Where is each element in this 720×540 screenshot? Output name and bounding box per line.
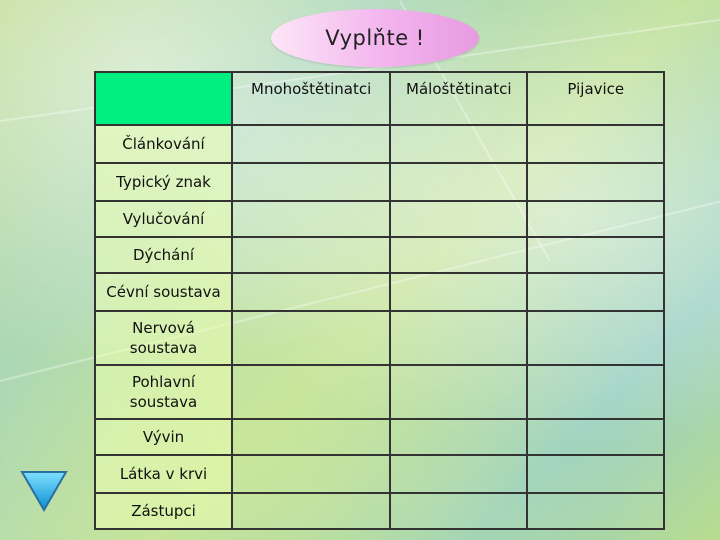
answer-cell[interactable]: [390, 493, 527, 529]
answer-cell[interactable]: [527, 455, 664, 493]
answer-cell[interactable]: [390, 163, 527, 201]
answer-cell[interactable]: [527, 311, 664, 365]
answer-cell[interactable]: [232, 455, 390, 493]
answer-cell[interactable]: [527, 237, 664, 273]
answer-cell[interactable]: [527, 201, 664, 237]
row-label-latka-v-krvi: Látka v krvi: [95, 455, 232, 493]
corner-cell: [95, 72, 232, 125]
row-label-clankovani: Článkování: [95, 125, 232, 163]
row-label-cevni-soustava: Cévní soustava: [95, 273, 232, 311]
answer-cell[interactable]: [390, 273, 527, 311]
row-label-zastupci: Zástupci: [95, 493, 232, 529]
answer-cell[interactable]: [232, 493, 390, 529]
column-header-pijavice: Pijavice: [527, 72, 664, 125]
answer-cell[interactable]: [527, 365, 664, 419]
answer-cell[interactable]: [527, 419, 664, 455]
answer-cell[interactable]: [232, 419, 390, 455]
answer-cell[interactable]: [232, 125, 390, 163]
answer-cell[interactable]: [527, 273, 664, 311]
row-label-vylucovani: Vylučování: [95, 201, 232, 237]
answer-cell[interactable]: [232, 311, 390, 365]
answer-cell[interactable]: [232, 201, 390, 237]
answer-cell[interactable]: [390, 455, 527, 493]
row-label-dychani: Dýchání: [95, 237, 232, 273]
answer-cell[interactable]: [390, 419, 527, 455]
row-label-vyvin: Vývin: [95, 419, 232, 455]
answer-cell[interactable]: [390, 125, 527, 163]
answer-cell[interactable]: [390, 201, 527, 237]
answer-cell[interactable]: [390, 311, 527, 365]
row-label-pohlavni-soustava: Pohlavní soustava: [95, 365, 232, 419]
row-label-typicky-znak: Typický znak: [95, 163, 232, 201]
answer-cell[interactable]: [527, 163, 664, 201]
answer-cell[interactable]: [232, 273, 390, 311]
title-banner: [271, 9, 479, 67]
answer-cell[interactable]: [232, 163, 390, 201]
answer-cell[interactable]: [232, 365, 390, 419]
fill-in-table: [94, 71, 665, 530]
down-triangle-icon: [20, 469, 68, 513]
answer-cell[interactable]: [232, 237, 390, 273]
row-label-nervova-soustava: Nervová soustava: [95, 311, 232, 365]
column-header-mnohostetinatci: Mnohoštětinatci: [232, 72, 390, 125]
page-title: Vyplňte !: [325, 26, 425, 50]
column-header-malostetinatci: Máloštětinatci: [390, 72, 527, 125]
answer-cell[interactable]: [390, 365, 527, 419]
answer-cell[interactable]: [527, 493, 664, 529]
next-slide-button[interactable]: [20, 469, 68, 517]
answer-cell[interactable]: [390, 237, 527, 273]
answer-cell[interactable]: [527, 125, 664, 163]
